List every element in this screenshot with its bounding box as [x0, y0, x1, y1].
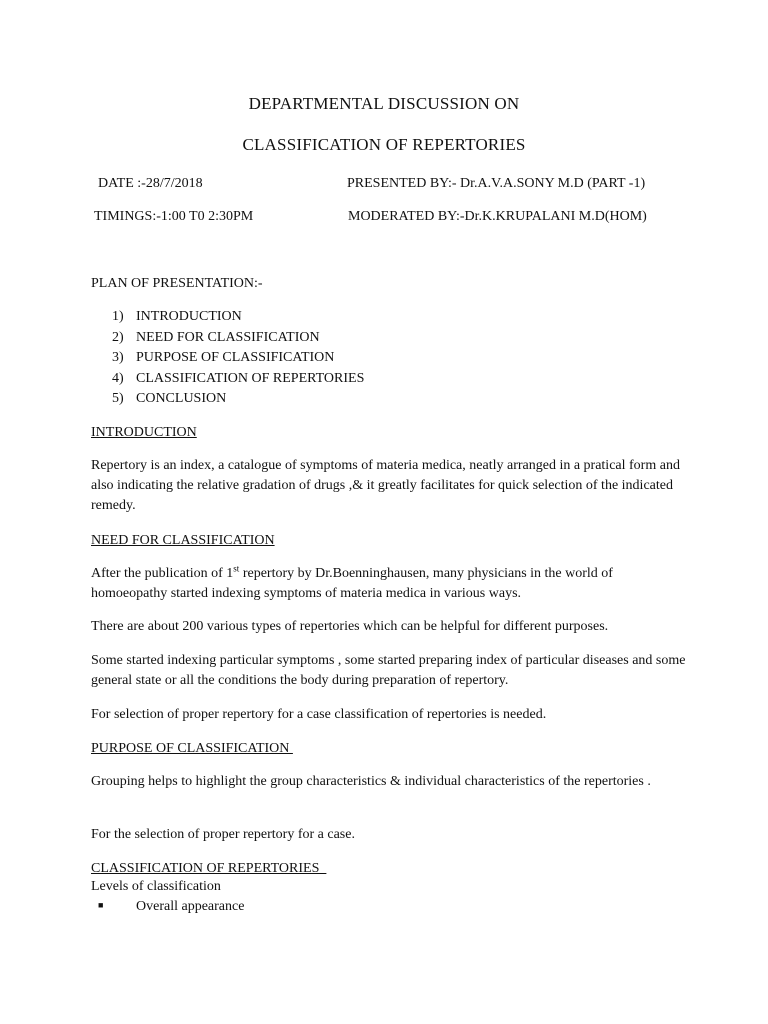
- date-line: DATE :-28/7/2018: [98, 176, 203, 191]
- timings-line: TIMINGS:-1:00 T0 2:30PM: [94, 209, 254, 224]
- need-paragraph-1: After the publication of 1st repertory by Dr.Boenninghausen, many physicians in the world of homoeopathy started indexing symptoms of materia medica in various ways.: [91, 563, 613, 601]
- purpose-paragraph-2: For the selection of proper repertory for a case.: [91, 827, 355, 842]
- list-item: 2) NEED FOR CLASSIFICATION: [112, 329, 320, 345]
- need-paragraph-2: There are about 200 various types of repertories which can be helpful for different purposes.: [91, 619, 609, 634]
- bullet-icon: ■: [98, 900, 104, 910]
- list-item: ■ Overall appearance: [98, 896, 244, 916]
- introduction-heading: INTRODUCTION: [91, 425, 197, 440]
- purpose-heading: PURPOSE OF CLASSIFICATION: [91, 741, 293, 756]
- document-title: DEPARTMENTAL DISCUSSION ON: [248, 94, 520, 113]
- list-item: 3) PURPOSE OF CLASSIFICATION: [112, 350, 335, 365]
- plan-heading: PLAN OF PRESENTATION:-: [91, 276, 263, 291]
- list-item: 4) CLASSIFICATION OF REPERTORIES: [112, 370, 365, 386]
- plan-list: [112, 307, 364, 410]
- classification-heading: CLASSIFICATION OF REPERTORIES: [91, 861, 327, 876]
- presenter-line: PRESENTED BY:- Dr.A.V.A.SONY M.D (PART -1): [347, 176, 646, 191]
- list-item: 5) CONCLUSION: [112, 391, 227, 406]
- moderator-line: MODERATED BY:-Dr.K.KRUPALANI M.D(HOM): [348, 209, 647, 224]
- need-paragraph-3: Some started indexing particular symptoms , some started preparing index of particular diseases and some general state or all the conditions the body during preparation of repertory.: [91, 653, 686, 688]
- need-heading: NEED FOR CLASSIFICATION: [91, 533, 275, 548]
- list-item: 1) INTRODUCTION: [112, 309, 242, 324]
- classification-subheading: Levels of classification: [91, 879, 221, 894]
- need-paragraph-4: For selection of proper repertory for a case classification of repertories is needed.: [91, 707, 547, 722]
- document-subtitle: CLASSIFICATION OF REPERTORIES: [242, 135, 526, 154]
- purpose-paragraph-1: Grouping helps to highlight the group characteristics & individual characteristics of the repertories .: [91, 774, 651, 789]
- introduction-paragraph: Repertory is an index, a catalogue of symptoms of materia medica, neatly arranged in a pratical form and also indicating the relative gradation of drugs ,& it greatly facilitates for quick selection of the indicated remedy.: [91, 458, 680, 513]
